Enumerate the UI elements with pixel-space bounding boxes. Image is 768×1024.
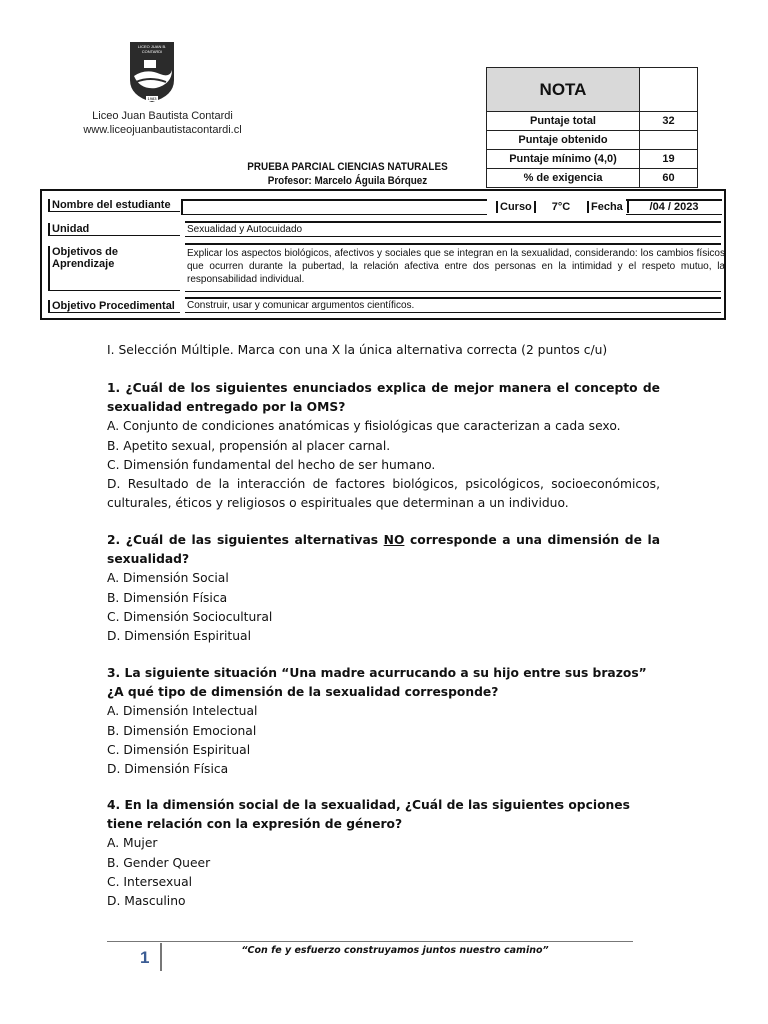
section-title: I. Selección Múltiple. Marca con una X la única alternativa correcta (2 puntos c/u)	[107, 343, 608, 357]
date-label: Fecha	[587, 201, 623, 213]
option-b[interactable]: B. Dimensión Física	[107, 590, 228, 605]
student-name-label: Nombre del estudiante	[48, 199, 180, 212]
option-b[interactable]: B. Dimensión Emocional	[107, 723, 257, 738]
grade-row-value[interactable]	[640, 131, 698, 150]
question-emphasis: NO	[383, 533, 405, 547]
grade-row-label: Puntaje mínimo (4,0)	[487, 150, 640, 169]
date-value[interactable]: /04 / 2023	[627, 201, 719, 213]
grade-row-value: 19	[640, 150, 698, 169]
question-4	[107, 796, 660, 911]
grade-row-label: Puntaje obtenido	[487, 131, 640, 150]
question-2	[107, 531, 660, 646]
option-b[interactable]: B. Apetito sexual, propensión al placer carnal.	[107, 438, 391, 453]
option-a[interactable]: A. Conjunto de condiciones anatómicas y fisiológicas que caracterizan a cada sexo.	[107, 419, 621, 434]
objectives-value: Explicar los aspectos biológicos, afectivos y sociales que se integran en la sexualidad, considerando: los cambios físicos que ocurren durante la pubertad, la relación afectiva entre dos personas en la intimidad y el respeto mutuo, la responsabilidad individual.	[187, 248, 725, 285]
question-3	[107, 664, 660, 779]
question-text: 1. ¿Cuál de los siguientes enunciados explica de mejor manera el concepto de sexualidad entregado por la OMS?	[107, 381, 660, 415]
test-title: PRUEBA PARCIAL CIENCIAS NATURALES	[247, 161, 448, 173]
objectives-label: Objetivos de Aprendizaje	[48, 246, 180, 291]
grade-value-cell[interactable]	[640, 68, 698, 112]
option-c[interactable]: C. Intersexual	[107, 874, 193, 889]
school-url: www.liceojuanbautistacontardi.cl	[83, 124, 242, 136]
date-field-line	[626, 199, 722, 215]
question-text-start: 2. ¿Cuál de las siguientes alternativas	[107, 533, 384, 547]
logo-lettering: LICEO JUAN B. CONTARDI	[137, 44, 167, 54]
school-info	[70, 109, 255, 137]
unit-label: Unidad	[48, 223, 180, 236]
teacher-name: Profesor: Marcelo Águila Bórquez	[267, 175, 428, 187]
question-text	[107, 531, 660, 569]
option-c[interactable]: C. Dimensión fundamental del hecho de ser humano.	[107, 457, 436, 472]
option-a[interactable]: A. Dimensión Intelectual	[107, 704, 258, 719]
unit-value: Sexualidad y Autocuidado	[187, 224, 303, 235]
procedural-value: Construir, usar y comunicar argumentos científicos.	[187, 300, 415, 311]
page-number: 1	[140, 948, 150, 967]
course-label: Curso	[496, 201, 532, 213]
option-a[interactable]: A. Dimensión Social	[107, 571, 229, 586]
question-1	[107, 379, 660, 513]
question-text: 4. En la dimensión social de la sexualidad, ¿Cuál de las siguientes opciones tiene relación con la expresión de género?	[107, 798, 630, 832]
student-name-field[interactable]	[181, 199, 487, 215]
option-c[interactable]: C. Dimensión Sociocultural	[107, 609, 273, 624]
option-b[interactable]: B. Gender Queer	[107, 855, 211, 870]
student-info-box	[40, 189, 726, 320]
option-a[interactable]: A. Mujer	[107, 836, 158, 851]
grade-row-value: 32	[640, 112, 698, 131]
option-d[interactable]: D. Dimensión Espiritual	[107, 629, 251, 644]
question-text-end: corresponde a una dimensión de la sexualidad?	[107, 533, 661, 567]
option-c[interactable]: C. Dimensión Espiritual	[107, 742, 251, 757]
grade-row-value: 60	[640, 169, 698, 188]
test-title-block	[237, 160, 458, 188]
grade-row-label: % de exigencia	[487, 169, 640, 188]
question-text: 3. La siguiente situación “Una madre acurrucando a su hijo entre sus brazos” ¿A qué tipo de dimensión de la sexualidad corresponde?	[107, 666, 647, 700]
logo-year: 1983	[147, 96, 157, 101]
school-name: Liceo Juan Bautista Contardi	[92, 110, 233, 122]
procedural-label: Objetivo Procedimental	[48, 300, 180, 313]
option-d[interactable]: D. Dimensión Física	[107, 762, 229, 777]
footer-divider	[107, 941, 633, 942]
grade-table	[486, 67, 698, 188]
grade-row-label: Puntaje total	[487, 112, 640, 131]
option-d[interactable]: D. Masculino	[107, 894, 186, 909]
footer-motto: “Con fe y esfuerzo construyamos juntos nuestro camino”	[241, 945, 549, 956]
grade-title: NOTA	[487, 68, 640, 112]
option-d[interactable]: D. Resultado de la interacción de factores biológicos, psicológicos, socioeconómicos, culturales, éticos y religiosos o espirituales que determinan a un individuo.	[107, 477, 660, 511]
course-value: 7°C	[534, 201, 586, 213]
